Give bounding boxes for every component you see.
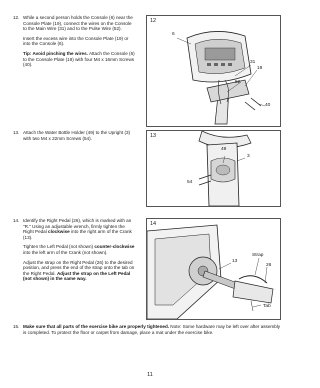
callout-screw: 54 xyxy=(187,180,193,185)
text-run: clockwise xyxy=(48,229,70,235)
step-15 xyxy=(13,324,281,335)
step-number: 14. xyxy=(13,218,20,223)
callout-main-wire: 31 xyxy=(250,60,256,65)
pedal-illustration xyxy=(147,219,280,319)
step-13 xyxy=(13,130,136,145)
callout-strap: Strap xyxy=(252,253,264,258)
callout-console-plate: 19 xyxy=(257,66,263,71)
callout-bottle-holder: 49 xyxy=(221,147,227,152)
figure-14 xyxy=(146,218,281,320)
step-paragraph: While a second person holds the Console (6) near the Console Plate (19), connect the wires on the Console to the Main Wire (31) and to the Pulse Wire (52). xyxy=(23,15,133,32)
text-run: Tighten the Left Pedal (not shown) xyxy=(23,244,95,250)
bottle-holder-illustration xyxy=(147,131,280,206)
console-illustration xyxy=(147,16,280,126)
step-paragraph xyxy=(23,244,136,255)
text-run: into the left arm of the Crank (not shown). xyxy=(23,249,108,255)
step-paragraph xyxy=(23,260,136,282)
step-number: 13. xyxy=(13,130,20,135)
step-12 xyxy=(13,15,136,72)
step-paragraph xyxy=(23,218,136,240)
step-paragraph xyxy=(23,51,136,68)
text-run: counter-clockwise xyxy=(94,244,135,250)
figure-label: 13 xyxy=(150,133,157,139)
text-run: Identify the Right Pedal (26), which is marked with an "R." Using an adjustable wrench, firmly tighten the Right Pedal xyxy=(23,218,132,235)
step-15-text: Note: Some hardware may be left over after assembly is completed. To protect the floor or carpet from damage, place a mat under the exercise bike. xyxy=(23,324,281,335)
step-number: 15. xyxy=(13,324,20,329)
callout-crank: 13 xyxy=(232,259,238,264)
callout-tab: Tab xyxy=(263,304,271,309)
step-14 xyxy=(13,218,136,286)
text-run: into the right arm of the Crank (13). xyxy=(23,229,132,240)
figure-label: 14 xyxy=(150,221,157,227)
tip-label: Tip: Avoid pinching the wires. xyxy=(23,50,88,56)
callout-pulse-wire: 52 xyxy=(235,80,241,85)
callout-screw: 40 xyxy=(265,103,271,108)
callout-console: 6 xyxy=(172,32,175,37)
figure-13 xyxy=(146,130,281,207)
text-run: Adjust the strap on the Left Pedal (not shown) in the same way. xyxy=(23,270,131,282)
step-paragraph: Attach the Water Bottle Holder (49) to the Upright (3) with two M4 x 22mm Screws (54). xyxy=(23,130,131,141)
figure-12 xyxy=(146,15,281,127)
step-number: 12. xyxy=(13,15,20,20)
step-15-bold: Make sure that all parts of the exercise bike are properly tightened. xyxy=(23,324,170,329)
callout-right-pedal: 26 xyxy=(266,263,272,268)
tip-text: Attach the Console (6) to the Console Plate (19) with four M4 x 16mm Screws (40). xyxy=(23,50,135,68)
step-paragraph: Insert the excess wire into the Console Plate (19) or into the Console (6). xyxy=(23,35,129,47)
callout-upright: 3 xyxy=(247,154,250,159)
page-number: 11 xyxy=(147,372,153,378)
text-run: Adjust the strap on the Right Pedal (26) to the desired position, and press the end of the strap onto the tab on the Right Pedal. xyxy=(23,259,135,276)
figure-label: 12 xyxy=(150,18,157,24)
